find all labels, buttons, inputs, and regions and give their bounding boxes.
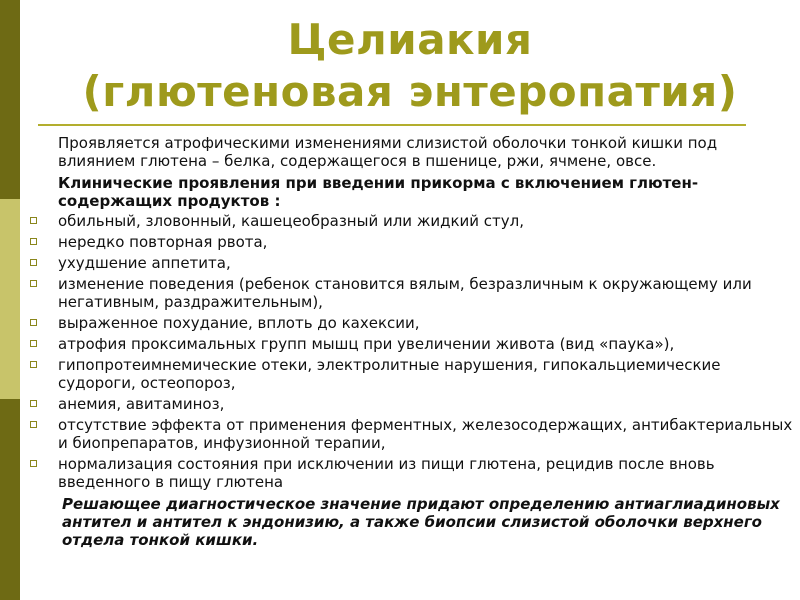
square-bullet-icon bbox=[30, 421, 37, 428]
slide-title bbox=[20, 14, 800, 118]
list-item bbox=[26, 335, 794, 353]
square-bullet-icon bbox=[30, 319, 37, 326]
list-item-text: анемия, авитаминоз, bbox=[58, 395, 225, 413]
sidebar-accent-top bbox=[0, 0, 20, 199]
square-bullet-icon bbox=[30, 361, 37, 368]
list-item-text: нередко повторная рвота, bbox=[58, 233, 268, 251]
list-item bbox=[26, 254, 794, 272]
square-bullet-icon bbox=[30, 340, 37, 347]
square-bullet-icon bbox=[30, 259, 37, 266]
list-item bbox=[26, 356, 794, 392]
list-item-text: ухудшение аппетита, bbox=[58, 254, 231, 272]
list-item-text: атрофия проксимальных групп мышц при увеличении живота (вид «паука»), bbox=[58, 335, 675, 353]
square-bullet-icon bbox=[30, 280, 37, 287]
sidebar-accent-middle bbox=[0, 199, 20, 399]
list-item bbox=[26, 314, 794, 332]
conclusion-paragraph: Решающее диагностическое значение придают определению антиаглиадиновых антител и антител к эндонизию, а также биопсии слизистой оболочки верхнего отдела тонкой кишки. bbox=[62, 495, 780, 549]
list-item bbox=[26, 395, 794, 413]
sidebar-accent-bottom bbox=[0, 399, 20, 600]
list-item-text: нормализация состояния при исключении из пищи глютена, рецидив после вновь введенного в пищу глютена bbox=[58, 455, 715, 491]
list-item bbox=[26, 212, 794, 230]
list-item-text: отсутствие эффекта от применения ферментных, железосодержащих, антибактериальных и биопрепаратов, инфузионной терапии, bbox=[58, 416, 793, 452]
list-item bbox=[26, 416, 794, 452]
list-item-text: изменение поведения (ребенок становится вялым, безразличным к окружающему или негативным, раздражительным), bbox=[58, 275, 752, 311]
title-divider bbox=[38, 124, 746, 126]
title-line-2: (глютеновая энтеропатия) bbox=[82, 67, 738, 116]
square-bullet-icon bbox=[30, 217, 37, 224]
list-item bbox=[26, 233, 794, 251]
square-bullet-icon bbox=[30, 400, 37, 407]
list-item-text: обильный, зловонный, кашецеобразный или жидкий стул, bbox=[58, 212, 524, 230]
title-line-1: Целиакия bbox=[287, 15, 533, 64]
slide-body bbox=[26, 134, 794, 549]
square-bullet-icon bbox=[30, 238, 37, 245]
list-item bbox=[26, 455, 794, 491]
clinical-heading: Клинические проявления при введении прикорма с включением глютен-содержащих продуктов : bbox=[58, 174, 699, 210]
symptom-list bbox=[26, 212, 794, 491]
square-bullet-icon bbox=[30, 460, 37, 467]
list-item-text: гипопротеимнемические отеки, электролитные нарушения, гипокальциемические судороги, остеопороз, bbox=[58, 356, 721, 392]
intro-paragraph: Проявляется атрофическими изменениями слизистой оболочки тонкой кишки под влиянием глютена – белка, содержащегося в пшенице, ржи, ячмене, овсе. bbox=[58, 134, 718, 170]
list-item bbox=[26, 275, 794, 311]
list-item-text: выраженное похудание, вплоть до кахексии, bbox=[58, 314, 420, 332]
